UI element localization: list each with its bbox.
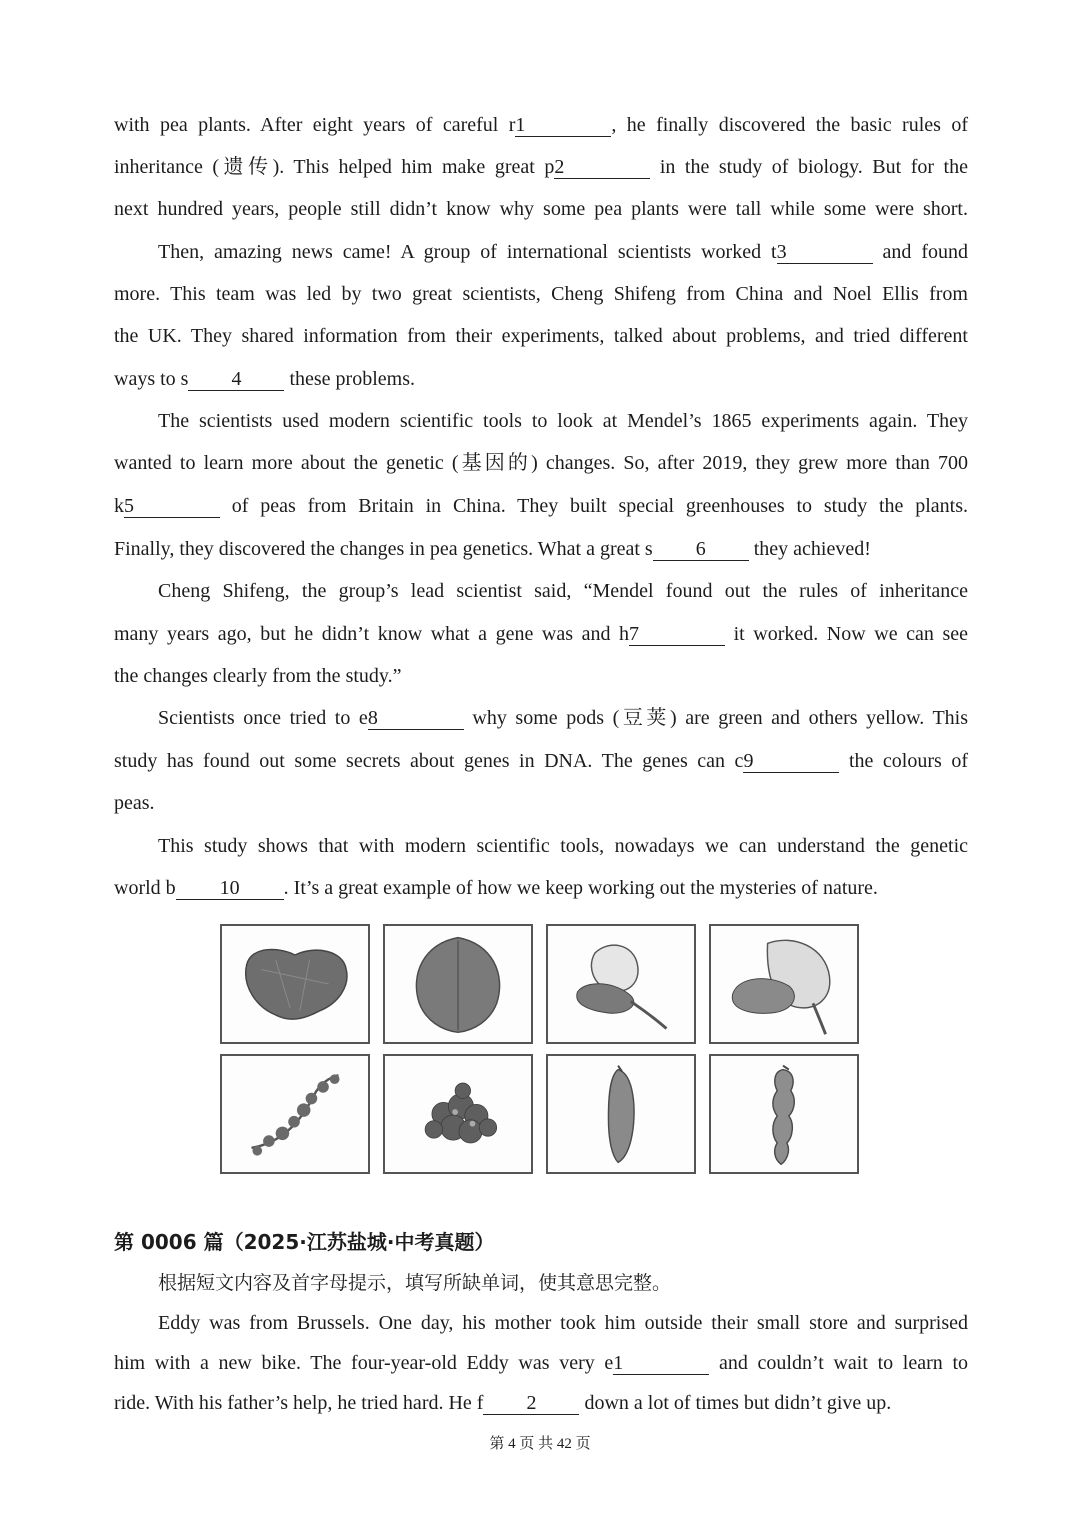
instruction-text: 根据短文内容及首字母提示，填写所缺单词，使其意思完整。 [158,1272,672,1294]
passage-line: the UK. They shared information from their experiments, talked about problems, and tried different [114,325,968,347]
passage-line: wanted to learn more about the genetic (基因的) changes. So, after 2019, they grew more than 700 [114,452,968,474]
passage-line: inheritance (遗传). This helped him make great p2 in the study of biology. But for the [114,156,968,178]
passage-line: study has found out some secrets about genes in DNA. The genes can c9 the colours of [114,750,968,772]
bushy-plant-image [383,1054,533,1174]
passage-line: world b 10 . It’s a great example of how we keep working out the mysteries of nature. [114,877,878,899]
large-flower-image [709,924,859,1044]
passage-line: Scientists once tried to e8 why some pods (豆荚) are green and others yellow. This [158,707,968,729]
passage-line: Finally, they discovered the changes in pea genetics. What a great s 6 they achieved! [114,538,871,560]
passage-line: him with a new bike. The four-year-old Eddy was very e1 and couldn’t wait to learn to [114,1352,969,1374]
passage-line: the changes clearly from the study.” [114,665,402,687]
passage-line: next hundred years, people still didn’t know why some pea plants were tall while some were short. [114,198,968,220]
passage-line: Cheng Shifeng, the group’s lead scientist said, “Mendel found out the rules of inheritance [158,580,968,602]
passage-line: The scientists used modern scientific tools to look at Mendel’s 1865 experiments again. They [158,410,968,432]
white-flower-image [546,924,696,1044]
blank-2[interactable]: 2 [554,157,650,179]
branching-plant-image [220,1054,370,1174]
passage-line: peas. [114,792,155,814]
passage-line: ways to s 4 these problems. [114,368,415,390]
blank-10[interactable]: 10 [176,878,284,900]
blank-8[interactable]: 8 [368,708,464,730]
blank-1[interactable]: 1 [613,1353,709,1375]
section-heading: 第 0006 篇（2025·江苏盐城·中考真题） [114,1230,495,1254]
pea-figure-grid [220,924,862,1178]
page-footer: 第 4 页 共 42 页 [489,1436,591,1452]
blank-7[interactable]: 7 [629,624,725,646]
blank-4[interactable]: 4 [188,369,284,391]
smooth-leaf-image [383,924,533,1044]
constricted-pod-image [709,1054,859,1174]
passage-line: more. This team was led by two great scientists, Cheng Shifeng from China and Noel Ellis from [114,283,968,305]
passage-line: Eddy was from Brussels. One day, his mother took him outside their small store and surprised [158,1312,968,1334]
passage-line: Then, amazing news came! A group of international scientists worked t3 and found [158,241,968,263]
blank-3[interactable]: 3 [777,242,873,264]
blank-5[interactable]: 5 [124,496,220,518]
passage-line: ride. With his father’s help, he tried hard. He f 2 down a lot of times but didn’t give up. [114,1392,892,1414]
smooth-pod-image [546,1054,696,1174]
passage-line: with pea plants. After eight years of careful r1 , he finally discovered the basic rules of [114,114,968,136]
blank-9[interactable]: 9 [743,751,839,773]
wrinkled-leaf-image [220,924,370,1044]
blank-6[interactable]: 6 [653,539,749,561]
blank-1[interactable]: 1 [515,115,611,137]
blank-2[interactable]: 2 [483,1393,579,1415]
passage-line: many years ago, but he didn’t know what a gene was and h7 it worked. Now we can see [114,623,968,645]
passage-line: k5 of peas from Britain in China. They built special greenhouses to study the plants. [114,495,968,517]
passage-line: This study shows that with modern scientific tools, nowadays we can understand the genetic [158,835,968,857]
